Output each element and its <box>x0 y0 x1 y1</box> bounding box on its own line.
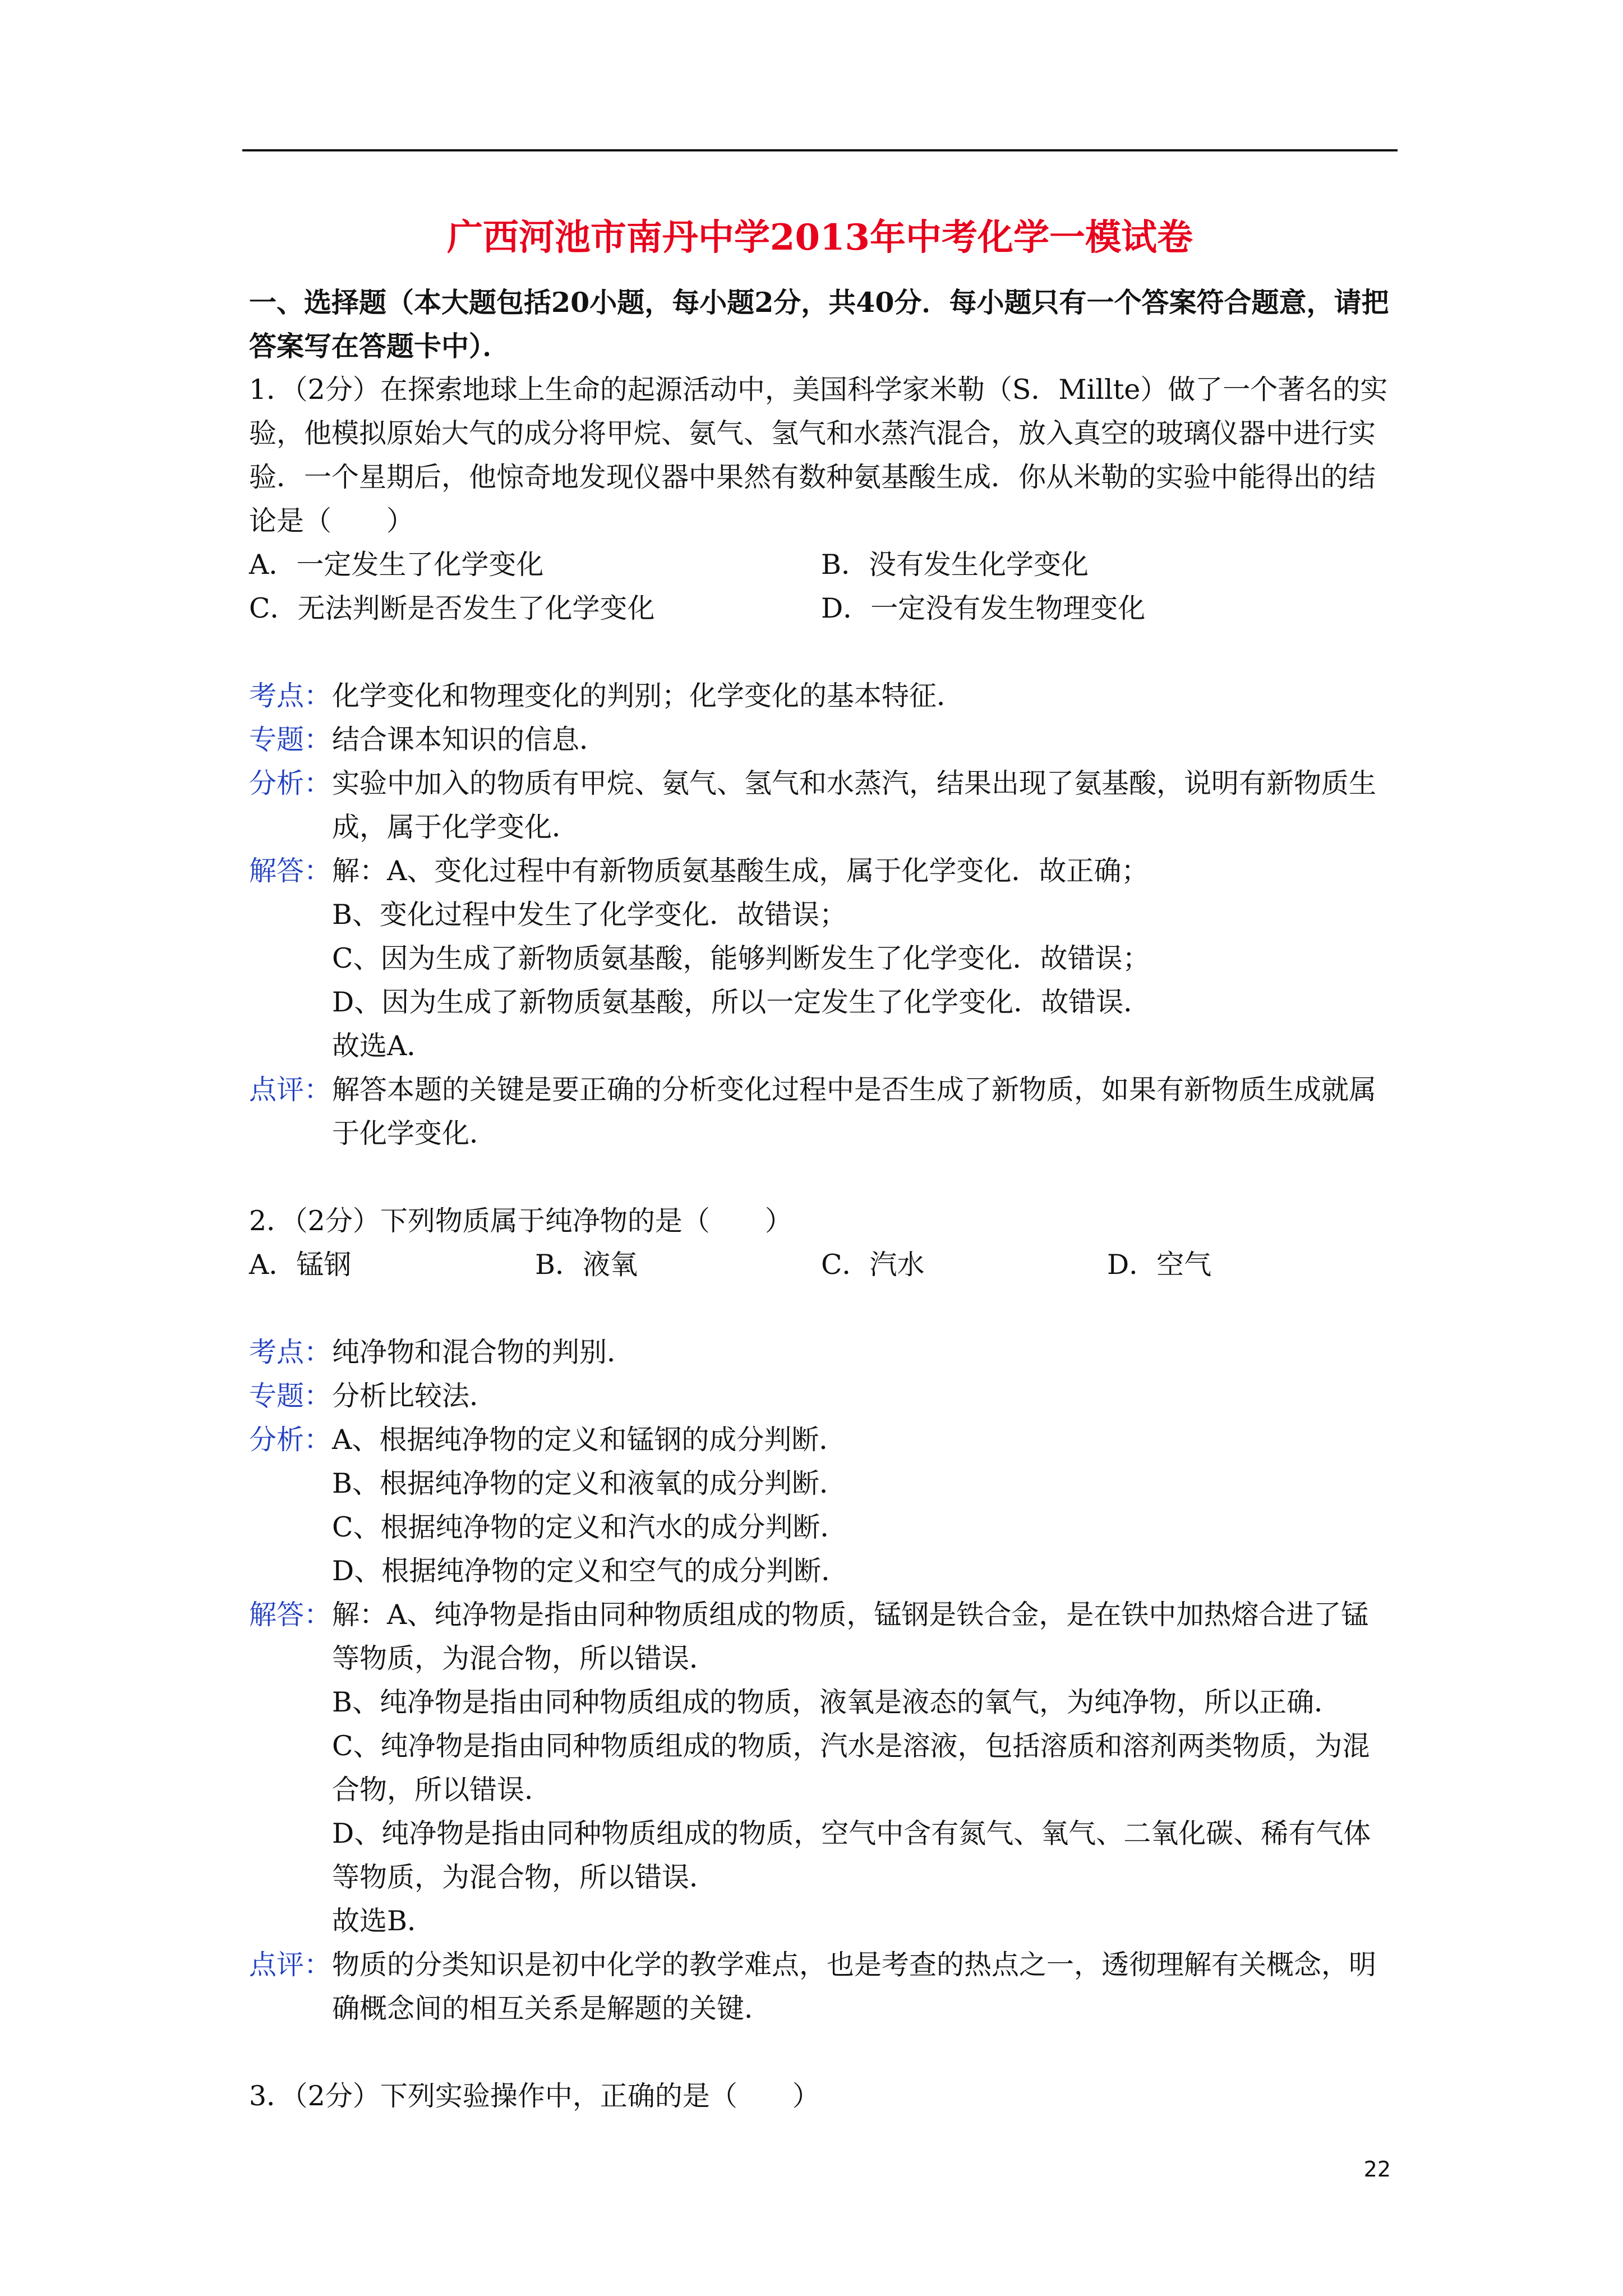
jieda-row <box>249 849 1393 1068</box>
zhuanti-row <box>249 718 1393 762</box>
question-stem: 2．（2分）下列物质属于纯净物的是（ ） <box>249 1205 792 1237</box>
kaodian-text: 化学变化和物理变化的判别；化学变化的基本特征． <box>332 680 965 712</box>
dianping-row <box>249 1068 1393 1156</box>
document-title: 广西河池市南丹中学2013年中考化学一模试卷 <box>446 217 1193 259</box>
jieda-line: B、纯净物是指由同种物质组成的物质，液氧是液态的氧气，为纯净物，所以正确． <box>332 1686 1342 1718</box>
option-b: B．没有发生化学变化 <box>821 549 1089 581</box>
fenxi-line: B、根据纯净物的定义和液氧的成分判断． <box>332 1467 847 1499</box>
fenxi-line: A、根据纯净物的定义和锰钢的成分判断． <box>332 1424 847 1456</box>
dianping-label: 点评： <box>249 1074 332 1106</box>
option-a: A．锰钢 <box>249 1249 352 1281</box>
option-d: D．一定没有发生物理变化 <box>821 592 1146 624</box>
fenxi-row <box>249 1418 1393 1593</box>
jieda-line: B、变化过程中发生了化学变化．故错误； <box>332 899 847 931</box>
jieda-label: 解答： <box>249 855 332 887</box>
zhuanti-label: 专题： <box>249 1380 332 1412</box>
jieda-line: C、因为生成了新物质氨基酸，能够判断发生了化学变化．故错误； <box>332 942 1150 974</box>
fenxi-row <box>249 762 1393 849</box>
dianping-text: 物质的分类知识是初中化学的教学难点，也是考查的热点之一，透彻理解有关概念，明确概念间的相互关系是解题的关键． <box>332 1949 1377 2024</box>
fenxi-text: 实验中加入的物质有甲烷、氨气、氢气和水蒸汽，结果出现了氨基酸，说明有新物质生成，属于化学变化． <box>332 767 1377 843</box>
jieda-text <box>332 1593 1393 1943</box>
jieda-text <box>332 849 1393 1068</box>
option-d: D．空气 <box>1107 1249 1212 1281</box>
kaodian-label: 考点： <box>249 1336 332 1368</box>
section-heading: 一、选择题（本大题包括20小题，每小题2分，共40分．每小题只有一个答案符合题意，请把答案写在答题卡中）． <box>249 286 1389 362</box>
options-row <box>249 543 1393 587</box>
fenxi-label: 分析： <box>249 767 332 799</box>
jieda-line: 故选B． <box>332 1905 435 1937</box>
dianping-label: 点评： <box>249 1949 332 1981</box>
jieda-label: 解答： <box>249 1599 332 1631</box>
page-number: 22 <box>1363 2157 1391 2182</box>
option-c: C．汽水 <box>821 1249 925 1281</box>
kaodian-label: 考点： <box>249 680 332 712</box>
header-rule <box>242 149 1398 151</box>
zhuanti-label: 专题： <box>249 724 332 756</box>
options-row <box>249 1243 1393 1287</box>
jieda-line: 解：A、变化过程中有新物质氨基酸生成，属于化学变化．故正确； <box>332 855 1149 887</box>
jieda-line: 故选A． <box>332 1030 435 1062</box>
question-1 <box>249 368 1393 1156</box>
fenxi-line: C、根据纯净物的定义和汽水的成分判断． <box>332 1511 848 1543</box>
jieda-line: D、纯净物是指由同种物质组成的物质，空气中含有氮气、氧气、二氧化碳、稀有气体等物质，为混合物，所以错误． <box>332 1818 1371 1893</box>
kaodian-text: 纯净物和混合物的判别． <box>332 1336 635 1368</box>
option-c: C．无法判断是否发生了化学变化 <box>249 592 655 624</box>
fenxi-label: 分析： <box>249 1424 332 1456</box>
kaodian-row <box>249 1331 1393 1374</box>
zhuanti-text: 分析比较法． <box>332 1380 497 1412</box>
zhuanti-row <box>249 1374 1393 1418</box>
fenxi-line: D、根据纯净物的定义和空气的成分判断． <box>332 1555 849 1587</box>
kaodian-row <box>249 674 1393 718</box>
options-row <box>249 587 1393 631</box>
zhuanti-text: 结合课本知识的信息． <box>332 724 607 756</box>
dianping-row <box>249 1943 1393 2031</box>
question-stem: 3．（2分）下列实验操作中，正确的是（ ） <box>249 2080 820 2112</box>
question-2 <box>249 1199 1393 2031</box>
option-a: A．一定发生了化学变化 <box>249 549 544 581</box>
jieda-line: C、纯净物是指由同种物质组成的物质，汽水是溶液，包括溶质和溶剂两类物质，为混合物，所以错误． <box>332 1730 1370 1806</box>
fenxi-text <box>332 1418 1393 1593</box>
question-stem: 1．（2分）在探索地球上生命的起源活动中，美国科学家米勒（S．Millte）做了一个著名的实验，他模拟原始大气的成分将甲烷、氨气、氢气和水蒸汽混合，放入真空的玻璃仪器中进行实验．一个星期后，他惊奇地发现仪器中果然有数种氨基酸生成．你从米勒的实验中能得出的结论是（ ） <box>249 374 1388 537</box>
jieda-line: D、因为生成了新物质氨基酸，所以一定发生了化学变化．故错误． <box>332 986 1151 1018</box>
document-body <box>249 280 1393 2118</box>
jieda-row <box>249 1593 1393 1943</box>
option-b: B．液氧 <box>535 1249 638 1281</box>
jieda-line: 解：A、纯净物是指由同种物质组成的物质，锰钢是铁合金，是在铁中加热熔合进了锰等物质，为混合物，所以错误． <box>332 1599 1369 1674</box>
dianping-text: 解答本题的关键是要正确的分析变化过程中是否生成了新物质，如果有新物质生成就属于化学变化． <box>332 1074 1377 1149</box>
question-3 <box>249 2074 1393 2118</box>
